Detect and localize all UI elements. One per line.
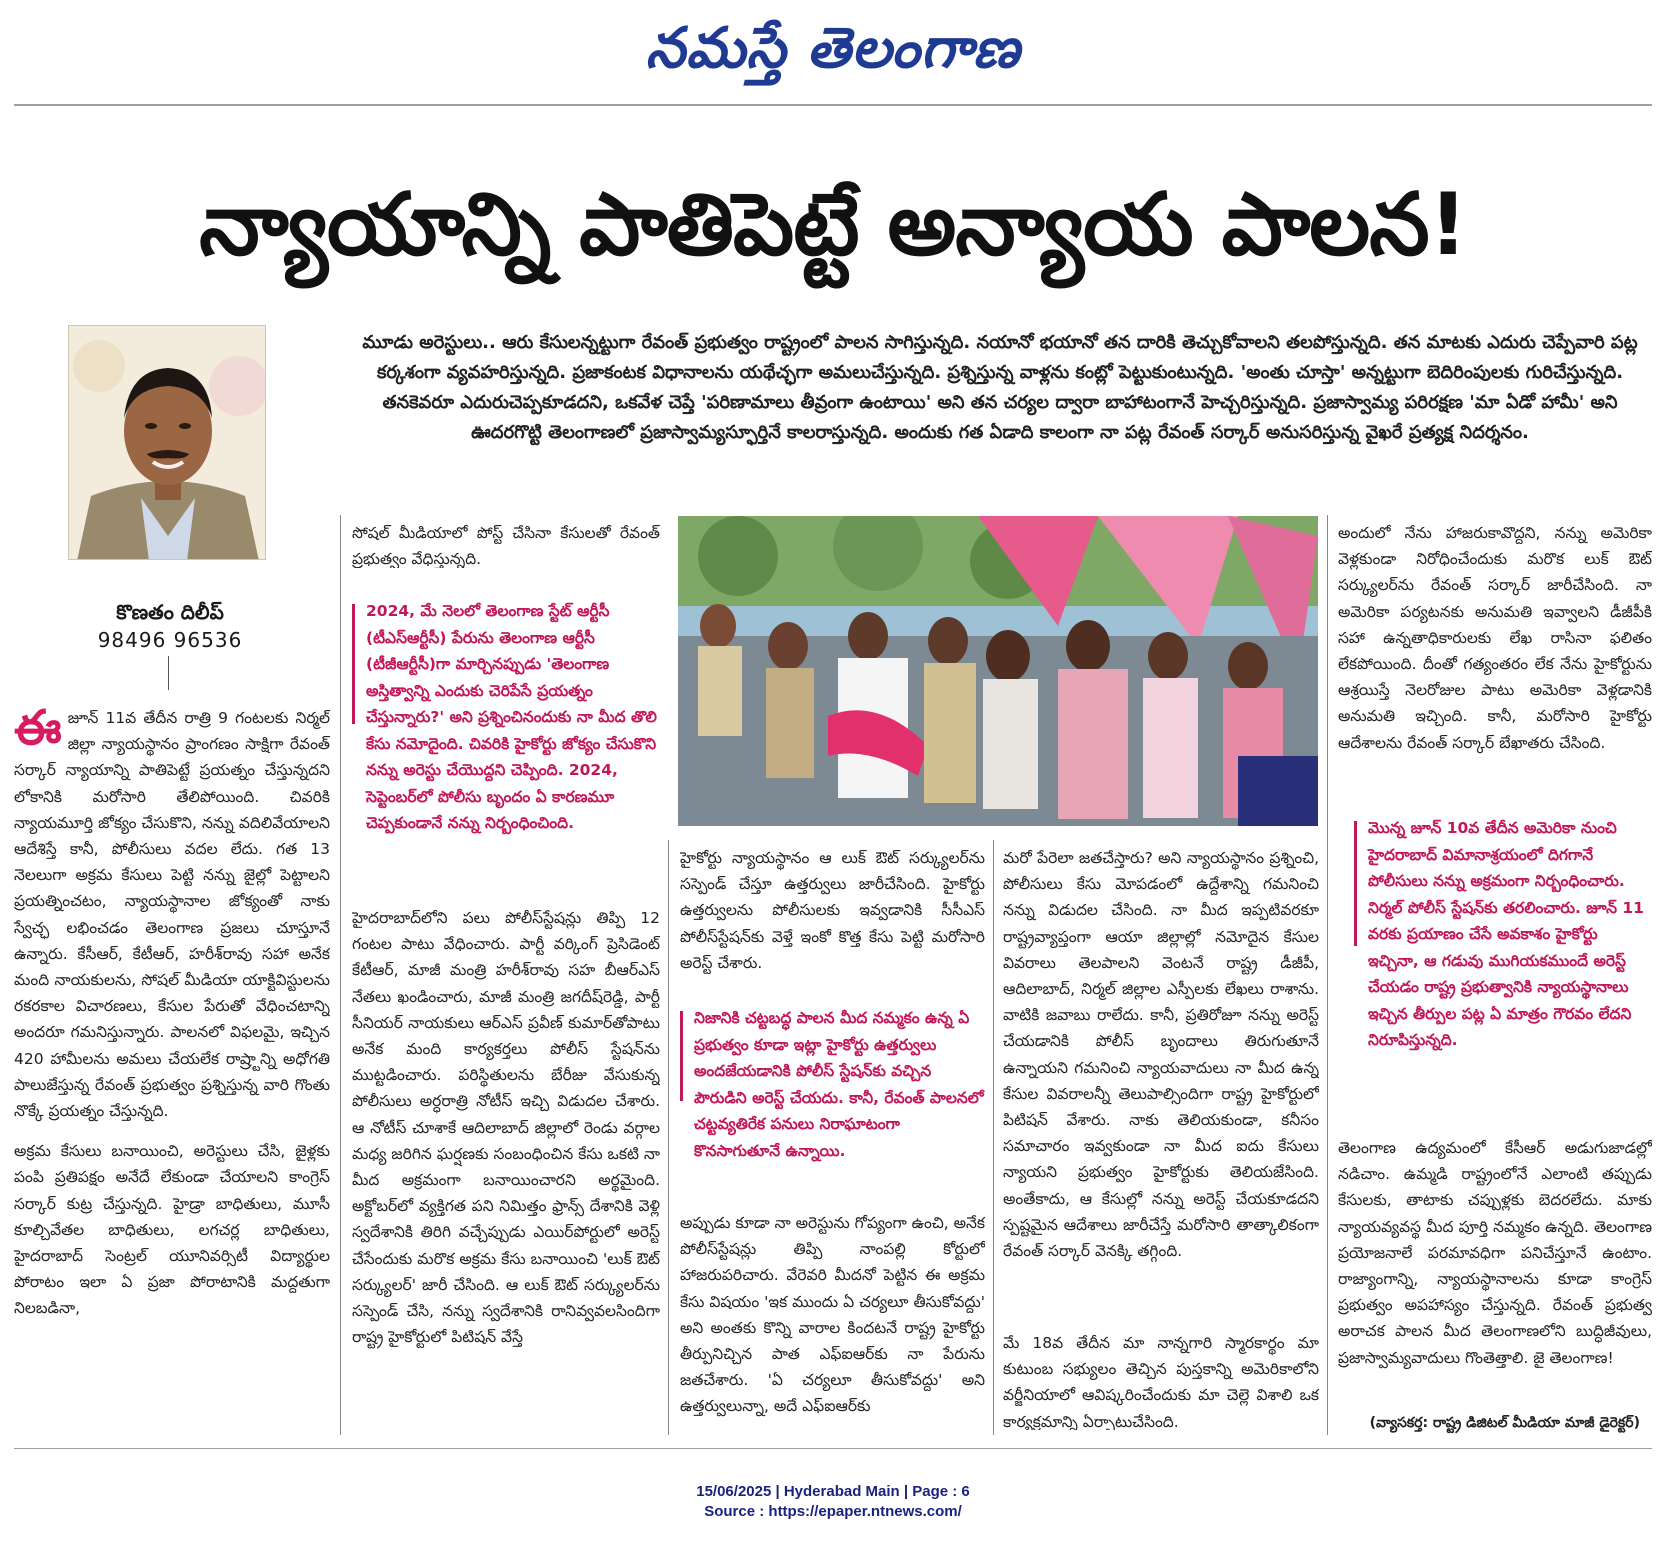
- article-paragraph: అక్రమ కేసులు బనాయించి, అరెస్టులు చేసి, జైళ్లకు పంపి ప్రతిపక్షం అనేదే లేకుండా చేయాలని కాంగ్రెస్ సర్కార్ కుట్ర చేస్తున్నది. హైడ్రా బాధితులు, మూసీ కూల్చివేతల బాధితులు, లగచర్ల బాధితులు, హైదరాబాద్ సెంట్రల్ యూనివర్సిటీ విద్యార్థుల పోరాటం ఇలా ఏ ప్రజా పోరాటానికి మద్దతుగా నిలబడినా,: [14, 1142, 330, 1318]
- article-paragraph: తెలంగాణ ఉద్యమంలో కేసీఆర్ అడుగుజాడల్లో నడిచాం. ఉమ్మడి రాష్ట్రంలోనే ఎలాంటి తప్పుడు కేసులకు, తాటాకు చప్పుళ్లకు బెదరలేదు. మాకు న్యాయవ్యవస్థ మీద పూర్తి నమ్మకం ఉన్నది. తెలంగాణ ప్రయోజనాలే పరమావధిగా పనిచేస్తూనే ఉంటాం. రాజ్యాంగాన్ని, న్యాయస్థానాలను కూడా కాంగ్రెస్ ప్రభుత్వం అపహాస్యం చేస్తున్నది. రేవంత్ ప్రభుత్వ అరాచక పాలన మీద తెలంగాణలోని బుద్ధిజీవులు, ప్రజాస్వామ్యవాదులు గొంతెత్తాలి. జై తెలంగాణ!: [1338, 1139, 1652, 1367]
- article-column-5-bottom: [1338, 1135, 1652, 1413]
- article-column-4: [1003, 845, 1319, 1315]
- quote-accent-bar: [1354, 821, 1357, 946]
- author-byline: (వ్యాసకర్త: రాష్ట్ర డిజిటల్ మీడియా మాజీ డైరెక్టర్): [1369, 1415, 1640, 1431]
- article-column-4-bottom: [1003, 1330, 1319, 1430]
- headline: న్యాయాన్ని పాతిపెట్టే అన్యాయ పాలన!: [199, 175, 1467, 275]
- article-column-5-top: [1338, 520, 1652, 790]
- article-paragraph: మరో పేరెలా జతచేస్తారు? అని న్యాయస్థానం ప్రశ్నించి, పోలీసులు కేసు మోపడంలో ఉద్దేశాన్ని గమనించి నన్ను విడుదల చేసింది. నా మీద ఇప్పటివరకూ రాష్ట్రవ్యాప్తంగా ఆయా జిల్లాల్లో నమోదైన కేసుల వివరాలు తెలపాలని వెంటనే రాష్ట్ర డీజీపీ, ఆదిలాబాద్, నిర్మల్ జిల్లాల ఎస్పీలకు లేఖలు రాశాను. వాటికి జవాబు రాలేదు. కానీ, ప్రతిరోజూ నన్ను అరెస్ట్ చేయడానికి పోలీస్ బృందాలు తిరుగుతూనే ఉన్నాయని గమనించి న్యాయవాదులు నా మీద ఉన్న కేసుల వివరాలన్నీ తెలుపాల్సిందిగా రాష్ట్ర హైకోర్టులో పిటిషన్ వేశారు. నాకు తెలియకుండా, కనీసం సమాచారం ఇవ్వకుండా నా మీద ఐదు కేసులు న్యాయని ప్రభుత్వం హైకోర్టుకు తెలియజేసింది. అంతేకాదు, ఆ కేసుల్లో నన్ను అరెస్ట్ చేయకూడదని స్పష్టమైన ఆదేశాలు జారీచేస్తే మరోసారి తాత్కాలికంగా రేవంత్ సర్కార్ వెనక్కి తగ్గింది.: [1003, 849, 1319, 1261]
- article-paragraph: హైకోర్టు న్యాయస్థానం ఆ లుక్ ఔట్ సర్క్యులర్‌ను సస్పెండ్ చేస్తూ ఉత్తర్వులు జారీచేసింది. హైకోర్టు ఉత్తర్వులను పోలీసులకు ఇవ్వడానికి సీసీఎస్ పోలీస్‌స్టేషన్‌కు వెళ్తే ఇంకో కొత్త కేసు పెట్టి మరోసారి అరెస్ట్ చేశారు.: [680, 849, 985, 972]
- news-photo: [678, 516, 1318, 826]
- page-footer: [0, 1482, 1666, 1522]
- article-column-2-top: [352, 520, 660, 568]
- column-divider: [1327, 515, 1328, 1435]
- paragraph-text: జూన్ 11వ తేదీన రాత్రి 9 గంటలకు నిర్మల్ జిల్లా న్యాయస్థానం ప్రాంగణం సాక్షిగా రేవంత్ సర్కార్ న్యాయాన్ని పాతిపెట్టే ప్రయత్నం చేస్తున్నదని లోకానికి మరోసారి తేలిపోయింది. చివరికి న్యాయమూర్తి జోక్యం చేసుకొని, నన్ను వదిలివేయాలని ఆదేశిస్తే కానీ, పోలీసులు వదల లేదు. గత 13 నెలలుగా అక్రమ కేసులు పెట్టి నన్ను జైల్లో పెట్టాలని ప్రయత్నించటం, న్యాయస్థానాల జోక్యంతో నాకు స్వేచ్ఛ లభించడం తెలంగాణ ప్రజలు చూస్తూనే ఉన్నారు. కేసీఆర్, కేటీఆర్, హరీశ్‌రావు సహా అనేక మంది నాయకులను, సోషల్ మీడియా యాక్టివిస్టులను రకరకాల విచారణలు, కేసుల పేరుతో వేధించటాన్ని అందరూ గమనిస్తున్నారు. పాలనలో విఫలమై, ఇచ్చిన 420 హామీలను అమలు చేయలేక రాష్ర్టాన్ని అధోగతి పాలుజేస్తున్న రేవంత్ ప్రభుత్వం ప్రశ్నిస్తున్న వారి గొంతు నొక్కే ప్రయత్నం చేస్తున్నది.: [14, 709, 330, 1121]
- author-phone: 98496 96536: [97, 628, 243, 652]
- masthead-divider: [14, 104, 1652, 106]
- pull-quote-text: మొన్న జూన్ 10వ తేదీన అమెరికా నుంచి హైదరాబాద్ విమానాశ్రయంలో దిగగానే పోలీసులు నన్ను అక్రమంగా నిర్బంధించారు. నిర్మల్ పోలీస్ స్టేషన్‌కు తరలించారు. జూన్ 11 వరకు ప్రయాణం చేసే అవకాశం హైకోర్టు ఇచ్చినా, ఆ గడువు ముగియకముందే అరెస్ట్ చేయడం రాష్ట్ర ప్రభుత్వానికి న్యాయస్థానాలు ఇచ్చిన తీర్పుల పట్ల ఏ మాత్రం గౌరవం లేదని నిరూపిస్తున్నది.: [1368, 819, 1644, 1049]
- article-paragraph: [14, 705, 330, 1124]
- protest-photo-icon: [678, 516, 1318, 826]
- author-photo: [68, 325, 266, 560]
- author-portrait-icon: [69, 326, 266, 560]
- column-divider: [668, 840, 669, 1435]
- article-column-3: [680, 1210, 985, 1430]
- article-paragraph: మే 18వ తేదీన మా నాన్నగారి స్మారకార్థం మా కుటుంబ సభ్యులం తెచ్చిన పుస్తకాన్ని అమెరికాలోని వర్జీనియాలో ఆవిష్కరించేందుకు మా చెల్లె విశాలి ఒక కార్యక్రమాన్ని ఏర్పాటుచేసింది.: [1003, 1334, 1319, 1430]
- article-column-3-top: [680, 845, 985, 985]
- article-column-2: [352, 905, 660, 1430]
- pull-quote-text: నిజానికి చట్టబద్ధ పాలన మీద నమ్మకం ఉన్న ఏ ప్రభుత్వం కూడా ఇట్లా హైకోర్టు ఉత్తర్వులు అందజేయడానికి పోలీస్ స్టేషన్‌కు వచ్చిన పౌరుడిని అరెస్ట్ చేయదు. కానీ, రేవంత్ పాలనలో చట్టవ్యతిరేక పనులు నిరాఘాటంగా కొనసాగుతూనే ఉన్నాయి.: [694, 1009, 984, 1160]
- source-link[interactable]: Source : https://epaper.ntnews.com/: [704, 1503, 962, 1520]
- article-paragraph: అప్పుడు కూడా నా అరెస్టును గోప్యంగా ఉంచి, అనేక పోలీస్‌స్టేషన్లు తిప్పి నాంపల్లి కోర్టులో హాజరుపరిచారు. వేరెవరి మీదనో పెట్టిన ఈ అక్రమ కేసు విషయం 'ఇక ముందు ఏ చర్యలూ తీసుకోవద్దు' అని అంతకు కొన్ని వారాల కిందటనే రాష్ట్ర హైకోర్టు తీర్పునిచ్చిన పాత ఎఫ్ఐఆర్‌కు నా పేరును జతచేశారు. 'ఏ చర్యలూ తీసుకోవద్దు' అని ఉత్తర్వులున్నా, అదే ఎఫ్ఐఆర్‌కు: [680, 1214, 985, 1416]
- author-name: కొణతం దిలీప్: [116, 600, 224, 624]
- author-divider: [168, 656, 169, 690]
- edition-info: 15/06/2025 | Hyderabad Main | Page : 6: [696, 1483, 970, 1500]
- masthead: [0, 8, 1666, 88]
- article-paragraph: సోషల్ మీడియాలో పోస్ట్ చేసినా కేసులతో రేవంత్ ప్రభుత్వం వేధిస్తున్నది.: [352, 524, 660, 568]
- pull-quote: [1354, 815, 1650, 1115]
- article-paragraph: అందులో నేను హాజరుకావొద్దని, నన్ను అమెరికా వెళ్లకుండా నిరోధించేందుకు మరొక లుక్ ఔట్ సర్క్యులర్‌ను రేవంత్ సర్కార్ జారీచేసింది. నా అమెరికా పర్యటనకు అనుమతి ఇవ్వాలని డీజీపీకి సహా ఉన్నతాధికారులకు లేఖ రాసినా ఫలితం లేకపోయింది. దీంతో గత్యంతరం లేక నేను హైకోర్టును ఆశ్రయిస్తే నెలరోజుల పాటు అమెరికా వెళ్లడానికి అనుమతి ఇచ్చింది. కానీ, మరోసారి హైకోర్టు ఆదేశాలను రేవంత్ సర్కార్ బేఖాతరు చేసింది.: [1338, 524, 1652, 752]
- quote-accent-bar: [680, 1011, 683, 1101]
- column-divider: [340, 515, 341, 1435]
- quote-accent-bar: [352, 604, 355, 724]
- pull-quote: [352, 598, 660, 898]
- footer-divider: [14, 1448, 1652, 1449]
- article-paragraph: హైదరాబాద్‌లోని పలు పోలీస్‌స్టేషన్లు తిప్పి 12 గంటల పాటు వేధించారు. పార్టీ వర్కింగ్ ప్రెసిడెంట్ కేటీఆర్, మాజీ మంత్రి హరీశ్‌రావు సహ బీఆర్ఎస్ నేతలు ఖండించారు, మాజీ మంత్రి జగదీష్‌రెడ్డి, పార్టీ సీనియర్ నాయకులు ఆర్ఎస్ ప్రవీణ్ కుమార్‌తోపాటు అనేక మంది కార్యకర్తలు పోలీస్ స్టేషన్‌ను ముట్టడించారు. పరిస్థితులను బేరీజు వేసుకున్న పోలీసులు అర్ధరాత్రి నోటీస్ ఇచ్చి విడుదల చేశారు. ఆ నోటీస్ చూశాకే ఆదిలాబాద్ జిల్లాలో రెండు వర్గాల మధ్య జరిగిన ఘర్షణకు సంబంధించిన కేసు ఒకటి నా మీద అక్రమంగా బనాయించారని అర్థమైంది. అక్టోబర్‌లో వ్యక్తిగత పని నిమిత్తం ఫ్రాన్స్ దేశానికి వెళ్లి స్వదేశానికి తిరిగి వచ్చేప్పుడు ఎయిర్‌పోర్టులో అరెస్ట్ చేసేందుకు మరొక అక్రమ కేసు బనాయించి 'లుక్ ఔట్ సర్క్యులర్' జారీ చేసింది. ఆ లుక్ ఔట్ సర్క్యులర్‌ను సస్పెండ్ చేసి, నన్ను స్వదేశానికి రానివ్వవలసిందిగా రాష్ట్ర హైకోర్టులో పిటిషన్ వేస్తే: [352, 909, 660, 1347]
- article-column-1: [14, 705, 330, 1430]
- column-divider: [993, 840, 994, 1435]
- masthead-logo: నమస్తే తెలంగాణ: [645, 15, 1021, 81]
- pull-quote: [680, 1005, 985, 1190]
- article-intro: మూడు అరెస్టులు.. ఆరు కేసులన్నట్టుగా రేవంత్ ప్రభుత్వం రాష్ట్రంలో పాలన సాగిస్తున్నది. నయానో భయానో తన దారికి తెచ్చుకోవాలని తలపోస్తున్నది. తన మాటకు ఎదురు చెప్పేవారి పట్ల కర్కశంగా వ్యవహరిస్తున్నది. ప్రజాకంటక విధానాలను యథేచ్ఛగా అమలుచేస్తున్నది. ప్రశ్నిస్తున్న వాళ్లను కంట్లో పెట్టుకుంటున్నది. 'అంతు చూస్తా' అన్నట్టుగా బెదిరింపులకు గురిచేస్తున్నది. తనకెవరూ ఎదురుచెప్పకూడదని, ఒకవేళ చెప్తే 'పరిణామాలు తీవ్రంగా ఉంటాయి' అని తన చర్యల ద్వారా బాహాటంగానే హెచ్చరిస్తున్నది. ప్రజాస్వామ్య పరిరక్షణ 'మా ఏడో హామీ' అని ఊదరగొట్టి తెలంగాణలో ప్రజాస్వామ్యస్ఫూర్తినే కాలరాస్తున్నది. అందుకు గత ఏడాది కాలంగా నా పట్ల రేవంత్ సర్కార్ అనుసరిస్తున్న వైఖరే ప్రత్యక్ష నిదర్శనం.: [362, 332, 1638, 443]
- drop-cap: ఈ: [14, 705, 62, 756]
- pull-quote-text: 2024, మే నెలలో తెలంగాణ స్టేట్ ఆర్టీసీ (టీఎస్ఆర్టీసీ) పేరును తెలంగాణ ఆర్టీసీ (టీజీఆర్టీసీ)గా మార్చినప్పుడు 'తెలంగాణ అస్తిత్వాన్ని ఎందుకు చెరిపేసే ప్రయత్నం చేస్తున్నారు?' అని ప్రశ్నించినందుకు నా మీద తొలి కేసు నమోదైంది. చివరికి హైకోర్టు జోక్యం చేసుకొని నన్ను అరెస్టు చేయొద్దని చెప్పింది. 2024, సెప్టెంబర్‌లో పోలీసు బృందం ఏ కారణమూ చెప్పకుండానే నన్ను నిర్బంధించింది.: [366, 602, 657, 832]
